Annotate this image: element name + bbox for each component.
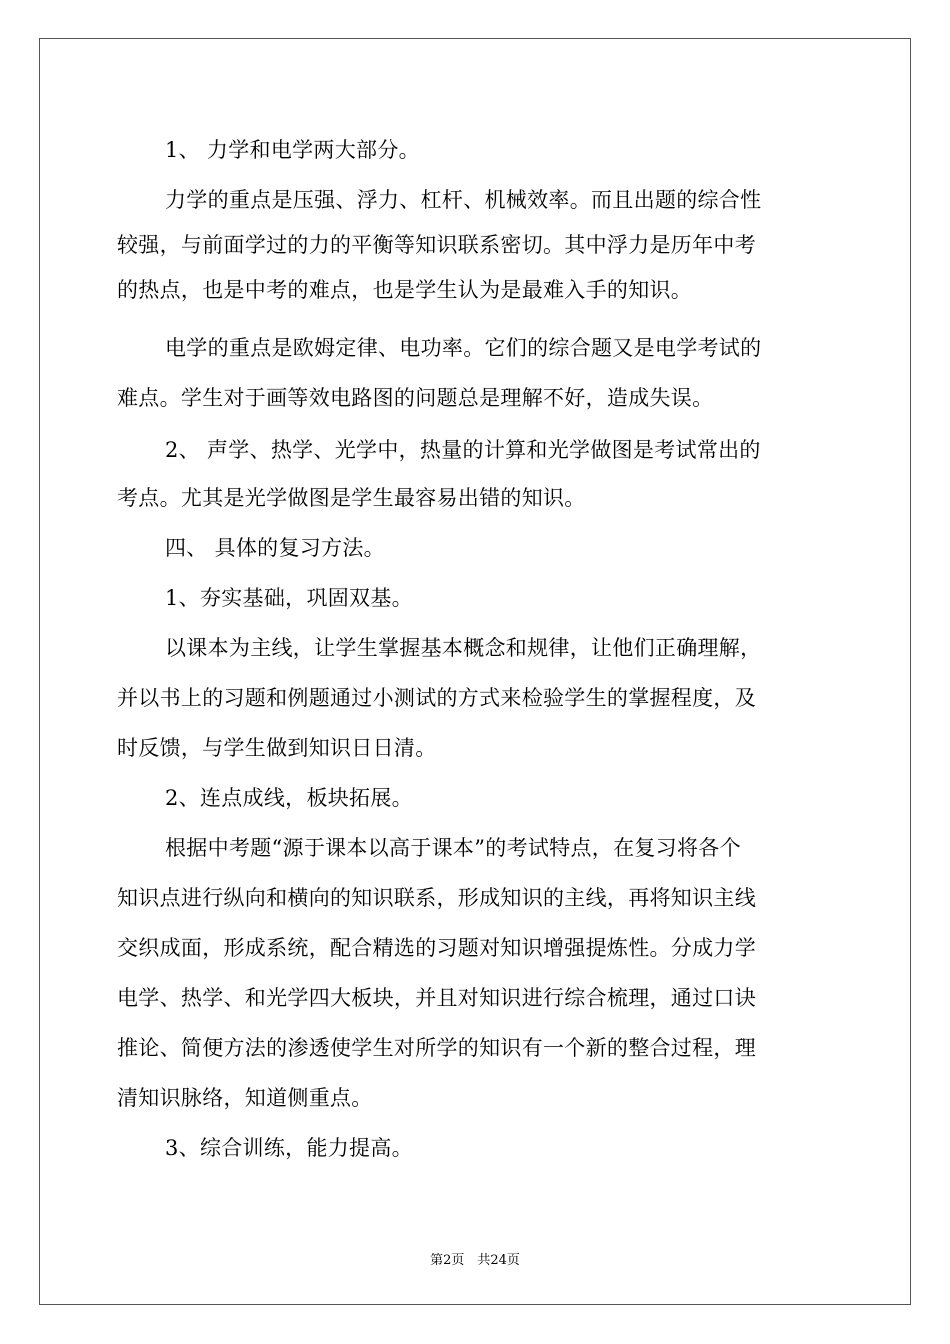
paragraph-line: 难点。学生对于画等效电路图的问题总是理解不好，造成失误。 (117, 386, 714, 410)
paragraph-line: 根据中考题“源于课本以高于课本”的考试特点，在复习将各个 (165, 836, 741, 860)
paragraph-line: 交织成面，形成系统，配合精选的习题对知识增强提炼性。分成力学 (117, 936, 756, 960)
paragraph-line: 以课本为主线，让学生掌握基本概念和规律，让他们正确理解， (165, 636, 762, 660)
paragraph-line: 推论、简便方法的渗透使学生对所学的知识有一个新的整合过程，理 (117, 1036, 756, 1060)
paragraph-line: 并以书上的习题和例题通过小测试的方式来检验学生的掌握程度，及 (117, 686, 756, 710)
page-number-footer: 第2页 共24页 (430, 1253, 520, 1268)
paragraph-line: 2、连点成线，板块拓展。 (165, 786, 413, 810)
paragraph-line: 力学的重点是压强、浮力、杠杆、机械效率。而且出题的综合性 (165, 188, 762, 212)
paragraph-line: 考点。尤其是光学做图是学生最容易出错的知识。 (117, 486, 586, 510)
paragraph-line: 1、 力学和电学两大部分。 (165, 138, 420, 162)
paragraph-line: 电学的重点是欧姆定律、电功率。它们的综合题又是电学考试的 (165, 336, 762, 360)
paragraph-line: 时反馈，与学生做到知识日日清。 (117, 736, 437, 760)
paragraph-line: 知识点进行纵向和横向的知识联系，形成知识的主线，再将知识主线 (117, 886, 756, 910)
paragraph-line: 四、 具体的复习方法。 (165, 536, 385, 560)
paragraph-line: 2、 声学、热学、光学中，热量的计算和光学做图是考试常出的 (165, 438, 761, 462)
paragraph-line: 较强，与前面学过的力的平衡等知识联系密切。其中浮力是历年中考 (117, 233, 756, 257)
paragraph-line: 的热点，也是中考的难点，也是学生认为是最难入手的知识。 (117, 278, 693, 302)
paragraph-line: 电学、热学、和光学四大板块，并且对知识进行综合梳理，通过口诀 (117, 986, 756, 1010)
paragraph-line: 1、夯实基础，巩固双基。 (165, 586, 413, 610)
paragraph-line: 3、综合训练，能力提高。 (165, 1136, 413, 1160)
paragraph-line: 清知识脉络，知道侧重点。 (117, 1086, 373, 1110)
